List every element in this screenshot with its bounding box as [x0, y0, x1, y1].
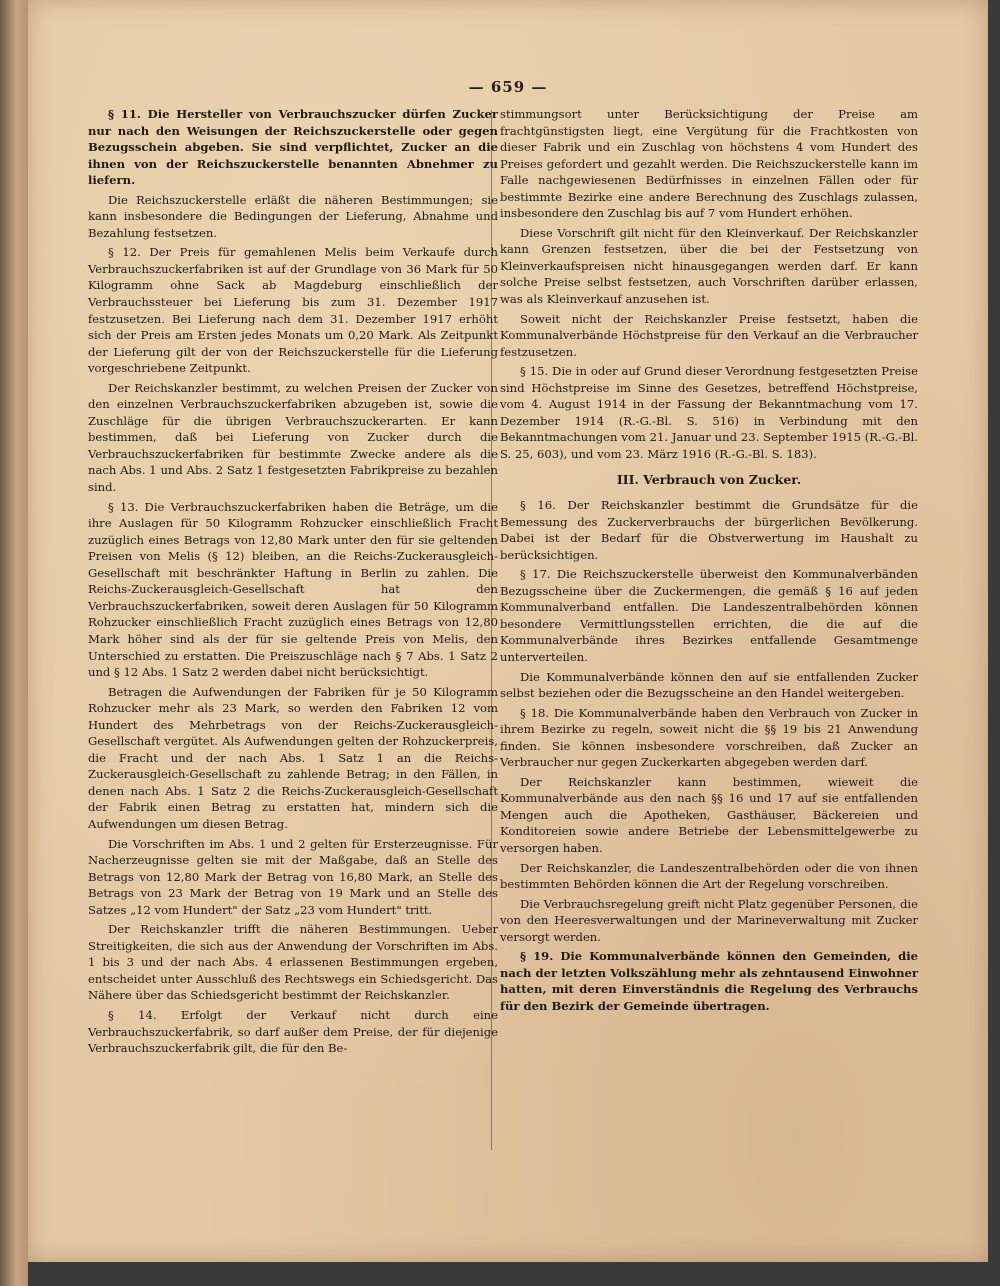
- paragraph: Der Reichskanzler kann bestimmen, wieweit die Kommunalverbände aus den nach §§ 16 und 17 auf sie entfallenden Mengen auch die Apotheken, Gasthäuser, Bäckereien und Konditoreien sowie andere Betriebe der Lebensmittelgewerbe zu versorgen haben.: [500, 774, 918, 855]
- paragraph-section-13: § 13. Die Verbrauchszuckerfabriken haben die Beträge, um die ihre Auslagen für 50 Kilogramm Rohzucker einschließlich Fracht zuzüglich eines Betrags von 12,80 Mark unter den für sie geltenden Preisen von Melis (§ 12) bleiben, an die Reichs-Zuckerausgleich-Gesellschaft mit beschränkter Haftung in Berlin zu zahlen. Die Reichs-Zuckerausgleich-Gesellschaft hat den Verbrauchszuckerfabriken, soweit deren Auslagen für 50 Kilogramm Rohzucker einschließlich Fracht zuzüglich eines Betrags von 12,80 Mark höher sind als der für sie geltende Preis von Melis, den Unterschied zu erstatten. Die Preiszuschläge nach § 7 Abs. 1 Satz 2 und § 12 Abs. 1 Satz 2 werden dabei nicht berücksichtigt.: [88, 499, 498, 680]
- paragraph: Die Vorschriften im Abs. 1 und 2 gelten für Ersterzeugnisse. Für Nacherzeugnisse gelten sie mit der Maßgabe, daß an Stelle des Betrags von 12,80 Mark der Betrag von 16,80 Mark, an Stelle des Betrags von 23 Mark der Betrag von 19 Mark und an Stelle des Satzes „12 vom Hundert" der Satz „23 vom Hundert" tritt.: [88, 836, 498, 917]
- paragraph: Der Reichskanzler bestimmt, zu welchen Preisen der Zucker von den einzelnen Verbrauchszuckerfabriken abzugeben ist, sowie die Zuschläge für die übrigen Verbrauchszuckerarten. Er kann bestimmen, daß bei Lieferung von Zucker durch die Verbrauchszuckerfabriken für bestimmte Zwecke andere als die nach Abs. 1 und Abs. 2 Satz 1 festgesetzten Fabrikpreise zu bezahlen sind.: [88, 380, 498, 495]
- paragraph-continued: stimmungsort unter Berücksichtigung der Preise am frachtgünstigsten liegt, eine Vergütung für die Frachtkosten von dieser Fabrik und ein Zuschlag von höchstens 4 vom Hundert des Preises gefordert und gezahlt werden. Die Reichszuckerstelle kann im Falle nachgewiesenen Bedürfnisses in einzelnen Fällen oder für bestimmte Bezirke eine andere Berechnung des Zuschlags zulassen, insbesondere den Zuschlag bis auf 7 vom Hundert erhöhen.: [500, 107, 918, 221]
- paragraph: Der Reichskanzler, die Landeszentralbehörden oder die von ihnen bestimmten Behörden können die Art der Regelung vorschreiben.: [500, 860, 918, 892]
- document-page: [28, 0, 988, 1262]
- paragraph-section-15: § 15. Die in oder auf Grund dieser Verordnung festgesetzten Preise sind Höchstpreise im Sinne des Gesetzes, betreffend Höchstpreise, vom 4. August 1914 in der Fassung der Bekanntmachung vom 17. Dezember 1914 (R.-G.-Bl. S. 516) in Verbindung mit den Bekanntmachungen vom 21. Januar und 23. September 1915 (R.-G.-Bl. S. 25, 603), und vom 23. März 1916 (R.-G.-Bl. S. 183).: [500, 364, 918, 461]
- paragraph: Diese Vorschrift gilt nicht für den Kleinverkauf. Der Reichskanzler kann Grenzen festsetzen, über die bei der Festsetzung von Kleinverkaufspreisen nicht hinausgegangen werden darf. Er kann solche Preise selbst festsetzen, auch Vorschriften darüber erlassen, was als Kleinverkauf anzusehen ist.: [500, 225, 918, 307]
- paragraph: Die Reichszuckerstelle erläßt die näheren Bestimmungen; sie kann insbesondere die Bedingungen der Lieferung, Abnahme und Bezahlung festsetzen.: [88, 192, 498, 240]
- section-heading: III. Verbrauch von Zucker.: [616, 472, 802, 488]
- book-binding-edge: [0, 0, 28, 1286]
- paragraph: Der Reichskanzler trifft die näheren Bestimmungen. Ueber Streitigkeiten, die sich aus der Anwendung der Vorschriften im Abs. 1 bis 3 und der nach Abs. 4 erlassenen Bestimmungen ergeben, entscheidet unter Ausschluß des Rechtswegs ein Schiedsgericht. Das Nähere über das Schiedsgericht bestimmt der Reichskanzler.: [88, 922, 498, 1003]
- paragraph-section-18: § 18. Die Kommunalverbände haben den Verbrauch von Zucker in ihrem Bezirke zu regeln, soweit nicht die §§ 19 bis 21 Anwendung finden. Sie können insbesondere vorschreiben, daß Zucker an Verbraucher nur gegen Zuckerkarten abgegeben werden darf.: [500, 705, 918, 770]
- paragraph: Die Kommunalverbände können den auf sie entfallenden Zucker selbst beziehen oder die Bezugsscheine an den Handel weitergeben.: [500, 669, 918, 701]
- paragraph-section-14: § 14. Erfolgt der Verkauf nicht durch eine Verbrauchszuckerfabrik, so darf außer dem Preise, der für diejenige Verbrauchszuckerfabrik gilt, die für den Be-: [88, 1007, 498, 1056]
- left-column: [88, 106, 498, 1060]
- paragraph-section-11: § 11. Die Hersteller von Verbrauchszucker dürfen Zucker nur nach den Weisungen der Reichszuckerstelle oder gegen Bezugsschein abgeben. Sie sind verpflichtet, Zucker an die ihnen von der Reichszuckerstelle benannten Abnehmer zu liefern.: [88, 107, 498, 188]
- paragraph-section-12: § 12. Der Preis für gemahlenen Melis beim Verkaufe durch Verbrauchszuckerfabriken ist auf der Grundlage von 36 Mark für 50 Kilogramm ohne Sack ab Magdeburg einschließlich der Verbrauchssteuer bei Lieferung bis zum 31. Dezember 1917 festzusetzen. Bei Lieferung nach dem 31. Dezember 1917 erhöht sich der Preis am Ersten jedes Monats um 0,20 Mark. Als Zeitpunkt der Lieferung gilt der von der Reichszuckerstelle für die Lieferung vorgeschriebene Zeitpunkt.: [88, 245, 498, 376]
- paragraph: Betragen die Aufwendungen der Fabriken für je 50 Kilogramm Rohzucker mehr als 23 Mark, so werden den Fabriken 12 vom Hundert des Mehrbetrags von der Reichs-Zuckerausgleich-Gesellschaft vergütet. Als Aufwendungen gelten der Rohzuckerpreis, die Fracht und der nach Abs. 1 Satz 1 an die Reichs-Zuckerausgleich-Gesellschaft zu zahlende Betrag; in den Fällen, in denen nach Abs. 1 Satz 2 die Reichs-Zuckerausgleich-Gesellschaft der Fabrik einen Betrag zu erstatten hat, mindern sich die Aufwendungen um diesen Betrag.: [88, 684, 498, 831]
- paragraph: Soweit nicht der Reichskanzler Preise festsetzt, haben die Kommunalverbände Höchstpreise für den Verkauf an die Verbraucher festzusetzen.: [500, 311, 918, 359]
- paragraph-section-19: § 19. Die Kommunalverbände können den Gemeinden, die nach der letzten Volkszählung mehr als zehntausend Einwohner hatten, mit deren Einverständnis die Regelung des Verbrauchs für den Bezirk der Gemeinde übertragen.: [500, 949, 918, 1013]
- paragraph: Die Verbrauchsregelung greift nicht Platz gegenüber Personen, die von den Heeresverwaltungen und der Marineverwaltung mit Zucker versorgt werden.: [500, 896, 918, 944]
- right-column: [500, 106, 918, 1017]
- page-number: — 659 —: [468, 78, 548, 96]
- paragraph-section-16: § 16. Der Reichskanzler bestimmt die Grundsätze für die Bemessung des Zuckerverbrauchs der bürgerlichen Bevölkerung. Dabei ist der Bedarf für die Obstverwertung im Haushalt zu berücksichtigen.: [500, 498, 918, 562]
- paragraph-section-17: § 17. Die Reichszuckerstelle überweist den Kommunalverbänden Bezugsscheine über die Zuckermengen, die gemäß § 16 auf jeden Kommunalverband entfallen. Die Landeszentralbehörden können besondere Vermittlungsstellen errichten, die die auf die Kommunalverbände ihres Bezirkes entfallende Gesamtmenge unterverteilen.: [500, 567, 918, 664]
